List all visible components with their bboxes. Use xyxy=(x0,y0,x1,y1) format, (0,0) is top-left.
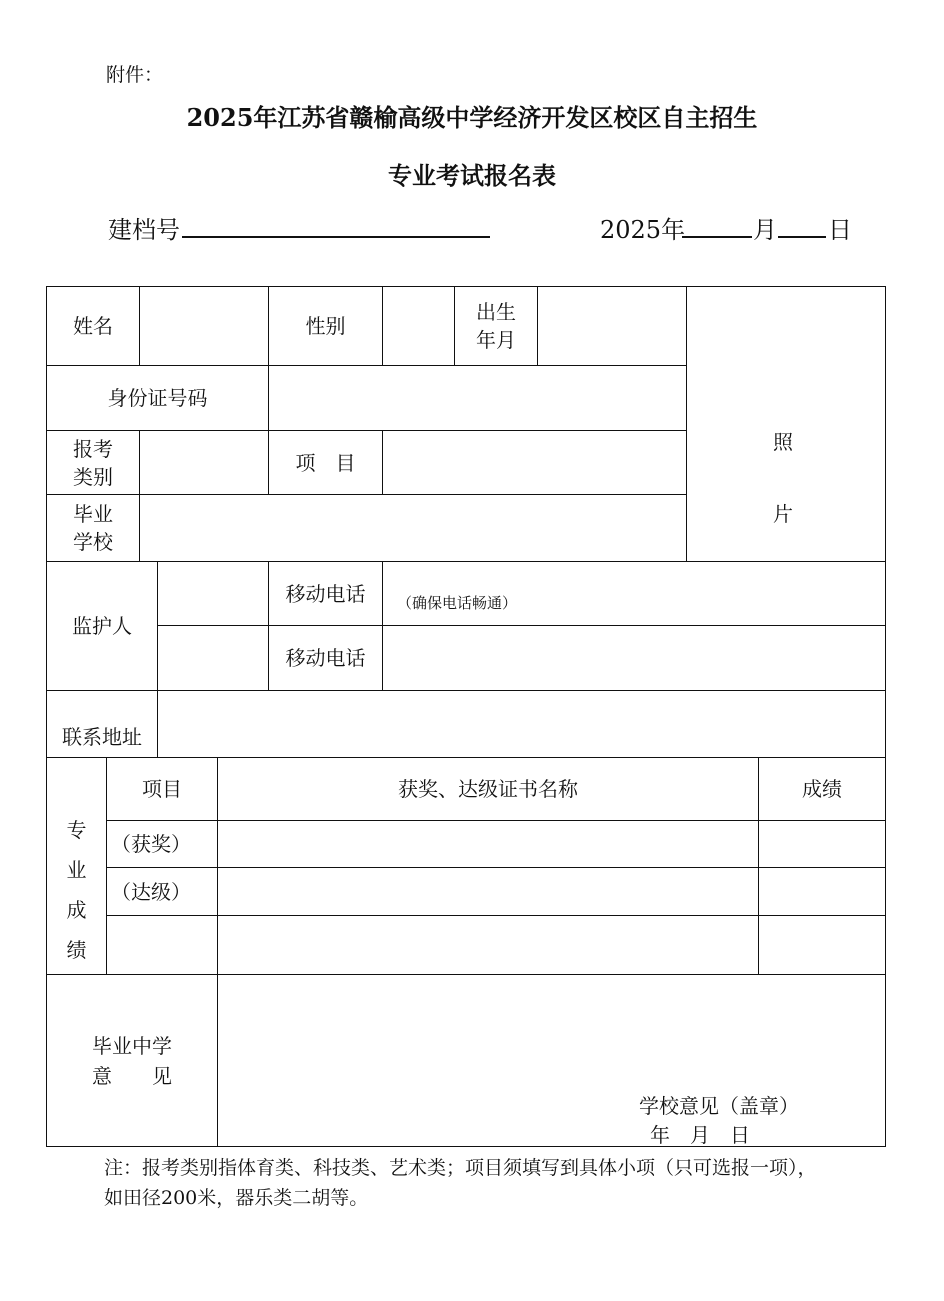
category-label xyxy=(47,431,139,494)
award-cert-field[interactable] xyxy=(218,821,758,867)
achievement-col-item: 项目 xyxy=(142,777,182,801)
name-field[interactable] xyxy=(140,287,268,365)
birth-field[interactable] xyxy=(538,287,686,365)
mobile-note: （确保电话畅通） xyxy=(397,593,518,612)
id-label: 身份证号码 xyxy=(107,386,208,410)
level-score-field[interactable] xyxy=(759,868,885,915)
guardian-name-field-2[interactable] xyxy=(158,626,268,690)
achievement-char-4: 绩 xyxy=(66,938,87,962)
extra-cert-field[interactable] xyxy=(218,916,758,974)
birth-label-line1: 出生 xyxy=(476,300,516,324)
opinion-field[interactable] xyxy=(218,975,885,1146)
opinion-label-line1: 毕业中学 xyxy=(92,1034,172,1058)
school-label-line2: 学校 xyxy=(73,530,113,554)
school-field[interactable] xyxy=(140,495,686,561)
item-label: 项 目 xyxy=(295,450,356,475)
achievement-row-level: （达级） xyxy=(111,879,191,904)
photo-label-2: 片 xyxy=(773,502,793,526)
opinion-label-line2: 意 见 xyxy=(92,1064,172,1088)
achievement-char-2: 业 xyxy=(66,858,87,882)
category-label-line1: 报考 xyxy=(73,436,113,461)
category-field[interactable] xyxy=(140,431,268,494)
month-field[interactable] xyxy=(682,236,752,238)
file-number-field[interactable] xyxy=(182,236,490,238)
date-year: 2025年 xyxy=(600,216,686,244)
mobile-label-1: 移动电话 xyxy=(285,581,366,606)
mobile-field-1[interactable] xyxy=(383,564,885,627)
category-label-line2: 类别 xyxy=(73,464,113,489)
level-cert-field[interactable] xyxy=(218,868,758,915)
mobile-field-2[interactable] xyxy=(383,626,885,690)
opinion-date: 年 月 日 xyxy=(650,1123,750,1147)
gender-field[interactable] xyxy=(383,287,454,365)
achievement-char-1: 专 xyxy=(66,818,87,842)
form-subtitle: 专业考试报名表 xyxy=(388,161,556,190)
item-field[interactable] xyxy=(383,431,686,494)
birth-label xyxy=(455,287,537,365)
guardian-label: 监护人 xyxy=(72,614,132,638)
footer-note: 注：报考类别指体育类、科技类、艺术类；项目须填写到具体小项（只可选报一项），如田径200米，器乐类二胡等。 xyxy=(104,1157,817,1209)
achievement-col-score: 成绩 xyxy=(802,777,842,801)
file-number-label: 建档号 xyxy=(108,216,180,244)
birth-label-line2: 年月 xyxy=(476,328,516,352)
address-field[interactable] xyxy=(158,691,885,757)
school-label-line1: 毕业 xyxy=(73,502,113,526)
address-label: 联系地址 xyxy=(62,725,142,749)
achievement-section-label xyxy=(47,758,106,974)
photo-label-1: 照 xyxy=(773,430,793,454)
extra-item-field[interactable] xyxy=(107,916,217,974)
mobile-label-2: 移动电话 xyxy=(285,646,366,670)
name-label: 姓名 xyxy=(73,314,113,338)
guardian-name-field-1[interactable] xyxy=(158,562,268,625)
school-stamp-label: 学校意见（盖章） xyxy=(639,1094,799,1118)
opinion-label xyxy=(47,975,217,1146)
achievement-row-award: （获奖） xyxy=(111,832,191,856)
achievement-char-3: 成 xyxy=(66,898,87,922)
award-score-field[interactable] xyxy=(759,821,885,867)
gender-label: 性别 xyxy=(305,314,346,338)
attachment-label: 附件： xyxy=(106,64,164,86)
date-day: 日 xyxy=(828,216,852,244)
achievement-col-cert: 获奖、达级证书名称 xyxy=(398,777,578,801)
date-month: 月 xyxy=(753,216,777,244)
school-label xyxy=(47,495,139,561)
id-field[interactable] xyxy=(269,366,686,430)
form-title: 2025年江苏省赣榆高级中学经济开发区校区自主招生 xyxy=(186,103,758,132)
extra-score-field[interactable] xyxy=(759,916,885,974)
day-field[interactable] xyxy=(778,236,826,238)
